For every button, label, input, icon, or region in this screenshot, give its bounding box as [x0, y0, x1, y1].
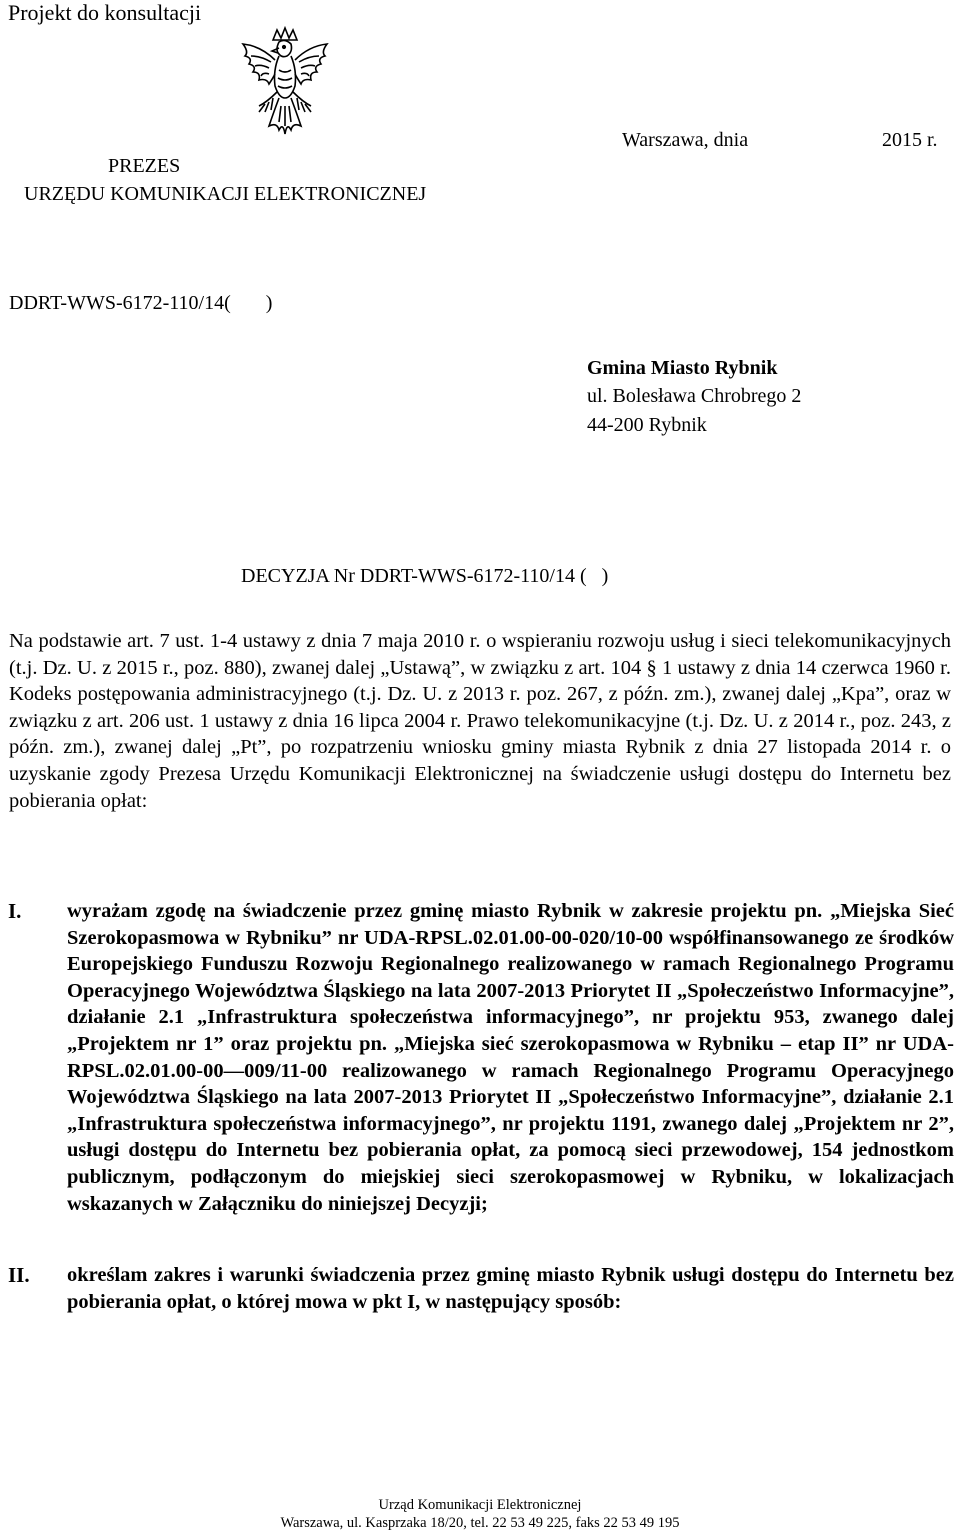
place-date-label: Warszawa, dnia — [622, 129, 749, 151]
footer-institution: Urząd Komunikacji Elektronicznej — [378, 1497, 582, 1513]
reference-number: DDRT-WWS-6172-110/14( ) — [9, 292, 273, 314]
footer-address: Warszawa, ul. Kasprzaka 18/20, tel. 22 53 49 225, faks 22 53 49 195 — [280, 1515, 680, 1531]
item-number: I. — [8, 899, 22, 923]
draft-label: Projekt do konsultacji — [8, 0, 202, 25]
issuer-office: URZĘDU KOMUNIKACJI ELEKTRONICZNEJ — [24, 183, 427, 205]
legal-basis-text: Na podstawie art. 7 ust. 1-4 ustawy z dnia 7 maja 2010 r. o wspieraniu rozwoju usług i sieci telekomunikacyjnych (t.j. Dz. U. z 2015 r., poz. 880), zwanej dalej „Ustawą”, w związku z art. 104 § 1 ustawy z dnia 14 czerwca 1960 r. Kodeks postępowania administracyjnego (t.j. Dz. U. z 2013 r. poz. 267, z późn. zm.), zwanej dalej „Kpa”, oraz w związku z art. 206 ust. 1 ustawy z dnia 16 lipca 2004 r. Prawo telekomunikacyjne (t.j. Dz. U. z 2014 r., poz. 243, z późn. zm.), zwanej dalej „Pt”, po rozpatrzeniu wniosku gminy miasta Rybnik z dnia 27 listopada 2014 r. o uzyskanie zgody Prezesa Urzędu Komunikacji Elektronicznej na świadczenie usługi dostępu do Internetu bez pobierania opłat: — [9, 630, 951, 812]
issuer-title: PREZES — [108, 155, 181, 177]
addressee-city: 44-200 Rybnik — [587, 414, 707, 436]
item-number: II. — [8, 1263, 30, 1287]
polish-eagle-emblem-icon — [235, 26, 331, 142]
item-text-consent: wyrażam zgodę na świadczenie przez gminę miasto Rybnik w zakresie projektu pn. „Miejska Sieć Szerokopasmowa w Rybniku” nr UDA-RPSL.02.01.00-00-020/10-00 współfinansowanego ze środków Europejskiego Funduszu Rozwoju Regionalnego realizowanego w ramach Regionalnego Programu Operacyjnego Województwa Śląskiego na lata 2007-2013 Priorytet II „Społeczeństwo Informacyjne”, działanie 2.1 „Infrastruktura społeczeństwa informacyjnego”, nr projektu 953, zwanego dalej „Projektem nr 1” oraz projektu pn. „Miejska sieć szerokopasmowa w Rybniku – etap II” nr UDA-RPSL.02.01.00-00—009/11-00 realizowanego w ramach Regionalnego Programu Operacyjnego Województwa Śląskiego na lata 2007-2013 Priorytet II „Społeczeństwo Informacyjne”, działanie 2.1 „Infrastruktura społeczeństwa informacyjnego”, nr projektu 1191, zwanego dalej „Projektem nr 2”, usługi dostępu do Internetu bez pobierania opłat, za pomocą sieci przewodowej, 154 jednostkom publicznym, podłączonym do miejskiej sieci szerokopasmowej w Rybniku, w lokalizacjach wskazanych w Załączniku do niniejszej Decyzji; — [67, 900, 954, 1215]
addressee-street: ul. Bolesława Chrobrego 2 — [587, 385, 802, 407]
item-text-scope: określam zakres i warunki świadczenia przez gminę miasto Rybnik usługi dostępu do Internetu bez pobierania opłat, o której mowa w pkt I, w następujący sposób: — [67, 1264, 954, 1313]
date-year: 2015 r. — [882, 129, 938, 151]
decision-title: DECYZJA Nr DDRT-WWS-6172-110/14 ( ) — [241, 565, 609, 587]
legal-basis-paragraph — [9, 628, 951, 814]
addressee-name: Gmina Miasto Rybnik — [587, 357, 778, 379]
